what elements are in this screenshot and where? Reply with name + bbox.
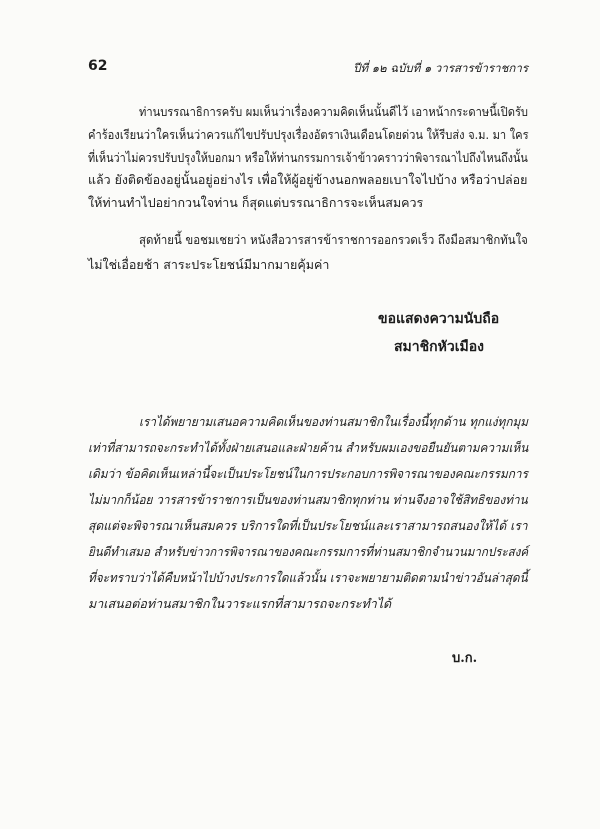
letter-p1-line: คำร้องเรียนว่าใครเห็นว่าควรแก้ไขปรับปรุงเรื่องอัตราเงินเดือนโดยด่วน ให้รีบส่ง จ.ม. มา ใคร bbox=[88, 127, 529, 142]
letter-closing: ขอแสดงความนับถือ bbox=[378, 311, 500, 327]
running-head: ปีที่ ๑๒ ฉบับที่ ๑ วารสารข้าราชการ bbox=[353, 61, 528, 75]
reply-line: เราได้พยายามเสนอความคิดเห็นของท่านสมาชิกในเรื่องนี้ทุกด้าน ทุกแง่ทุกมุม bbox=[139, 414, 529, 429]
page-header bbox=[88, 58, 528, 78]
letter-signature: สมาชิกหัวเมือง bbox=[394, 339, 484, 355]
reply-line: มาเสนอต่อท่านสมาชิกในวาระแรกที่สามารถจะกระทำได้ bbox=[88, 596, 392, 611]
reply-line: ยินดีทำเสมอ สำหรับข่าวการพิจารณาของคณะกรรมการที่ท่านสมาชิกจำนวนมากประสงค์ bbox=[88, 544, 529, 559]
letter-p2-line: สุดท้ายนี้ ขอชมเชยว่า หนังสือวารสารข้าราชการออกรวดเร็ว ถึงมือสมาชิกทันใจ bbox=[139, 232, 528, 247]
reply-line: ที่จะทราบว่าได้คืบหน้าไปบ้างประการใดแล้วนั้น เราจะพยายามติดตามนำข่าวอันล่าสุดนี้ bbox=[88, 570, 528, 585]
letter-p2-line: ไม่ใช่เอื่อยช้า สาระประโยชน์มีมากมายคุ้มค่า bbox=[88, 257, 330, 272]
reply-line: เดิมว่า ข้อคิดเห็นเหล่านี้จะเป็นประโยชน์ในการประกอบการพิจารณาของคณะกรรมการ bbox=[88, 466, 528, 481]
editor-initials: บ.ก. bbox=[452, 651, 478, 666]
letter-p1-line: ที่เห็นว่าไม่ควรปรับปรุงให้บอกมา หรือให้ท่านกรรมการเจ้าข้าวคราวว่าพิจารณาไปถึงไหนถึงนั้น bbox=[88, 150, 528, 165]
page-number: 62 bbox=[88, 58, 108, 74]
letter-p1-line: ให้ท่านทำไปอย่ากวนใจท่าน ก็สุดแต่บรรณาธิการจะเห็นสมควร bbox=[88, 195, 424, 210]
letter-p1-line: ท่านบรรณาธิการครับ ผมเห็นว่าเรื่องความคิดเห็นนั้นดีไว้ เอาหน้ากระดาษนี้เปิดรับ bbox=[139, 104, 529, 119]
letter-p1-line: แล้ว ยังติดข้องอยู่นั้นอยู่อย่างไร เพื่อให้ผู้อยู่ข้างนอกพลอยเบาใจไปบ้าง หรือว่าปล่อย bbox=[88, 172, 528, 187]
reply-line: สุดแต่จะพิจารณาเห็นสมควร บริการใดที่เป็นประโยชน์และเราสามารถสนองให้ได้ เรา bbox=[88, 518, 528, 533]
reply-line: เท่าที่สามารถจะกระทำได้ทั้งฝ่ายเสนอและฝ่ายค้าน สำหรับผมเองขอยืนยันตามความเห็น bbox=[88, 440, 529, 455]
reply-line: ไม่มากก็น้อย วารสารข้าราชการเป็นของท่านสมาชิกทุกท่าน ท่านจึงอาจใช้สิทธิของท่าน bbox=[88, 492, 528, 507]
